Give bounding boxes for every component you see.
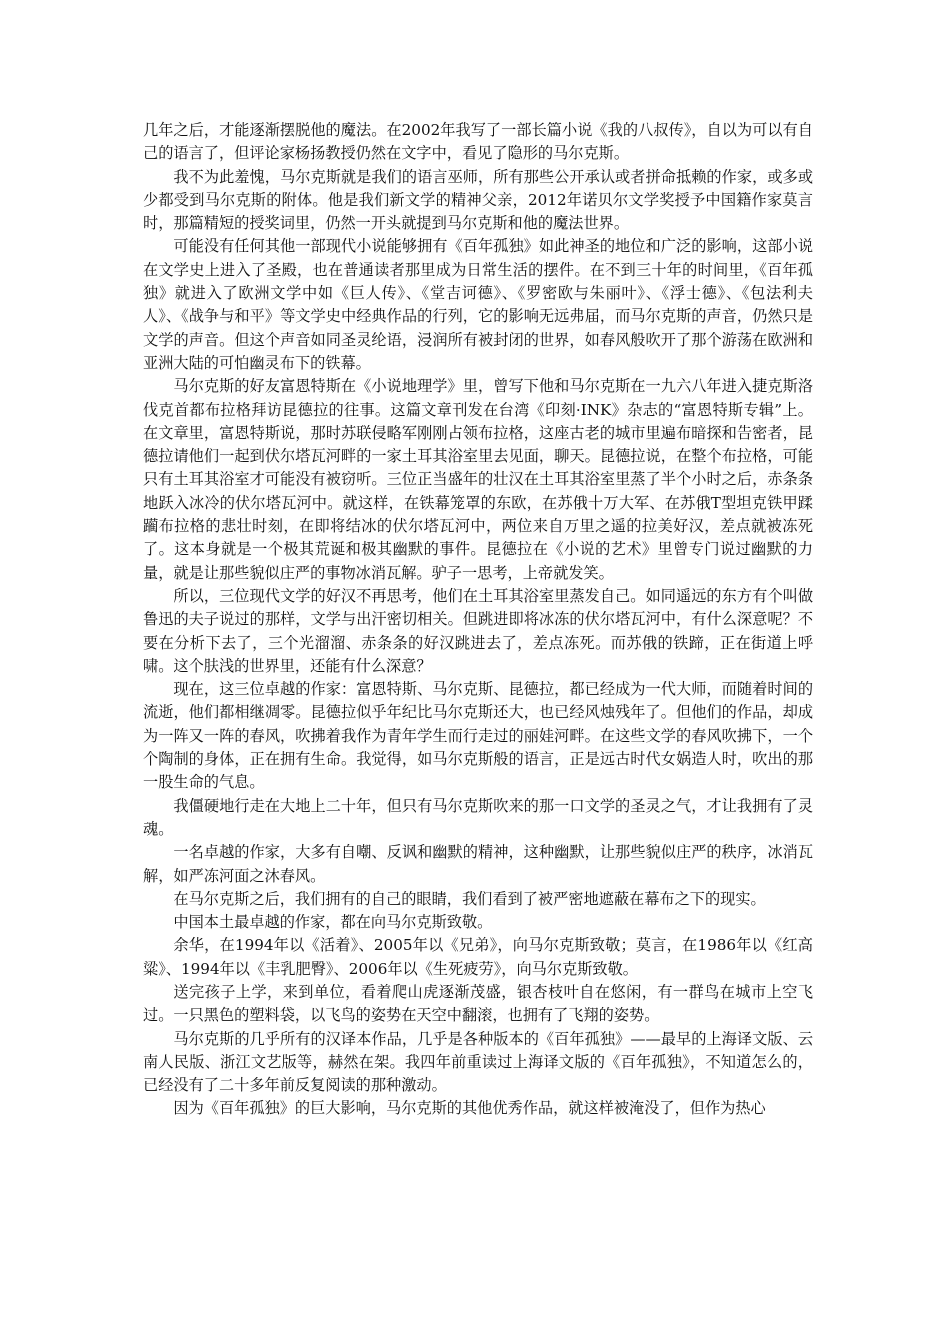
article-body [143,119,813,1121]
paragraph-13: 马尔克斯的几乎所有的汉译本作品，几乎是各种版本的《百年孤独》——最早的上海译文版、云南人民版、浙江文艺版等，赫然在架。我四年前重读过上海译文版的《百年孤独》，不知道怎么的，已经没有了二十多年前反复阅读的那种激动。 [143,1029,813,1095]
paragraph-3: 可能没有任何其他一部现代小说能够拥有《百年孤独》如此神圣的地位和广泛的影响，这部小说在文学史上进入了圣殿，也在普通读者那里成为日常生活的摆件。在不到三十年的时间里，《百年孤独》就进入了欧洲文学中如《巨人传》、《堂吉诃德》、《罗密欧与朱丽叶》、《浮士德》、《包法利夫人》、《战争与和平》等文学史中经典作品的行列，它的影响无远弗届，而马尔克斯的声音，仍然只是文学的声音。但这个声音如同圣灵纶语，浸润所有被封闭的世界，如春风般吹开了那个游荡在欧洲和亚洲大陆的可怕幽灵布下的铁幕。 [143,237,813,372]
paragraph-12: 送完孩子上学，来到单位，看着爬山虎逐渐茂盛，银杏枝叶自在悠闲，有一群鸟在城市上空飞过。一只黑色的塑料袋，以飞鸟的姿势在天空中翻滚，也拥有了飞翔的姿势。 [143,982,813,1025]
paragraph-8: 一名卓越的作家，大多有自嘲、反讽和幽默的精神，这种幽默，让那些貌似庄严的秩序，冰消瓦解，如严冻河面之沐春风。 [143,843,813,885]
paragraph-10: 中国本土最卓越的作家，都在向马尔克斯致敬。 [173,913,493,932]
paragraph-11: 余华，在1994年以《活着》、2005年以《兄弟》，向马尔克斯致敬；莫言，在1986年以《红高粱》、1994年以《丰乳肥臀》、2006年以《生死疲劳》，向马尔克斯致敬。 [143,936,813,978]
paragraph-5: 所以，三位现代文学的好汉不再思考，他们在土耳其浴室里蒸发自己。如同遥远的东方有个叫做鲁迅的夫子说过的那样，文学与出汗密切相关。但跳进即将冰冻的伏尔塔瓦河中，有什么深意呢？不要在分析下去了，三个光溜溜、赤条条的好汉跳进去了，差点冻死。而苏俄的铁蹄，正在街道上呼啸。这个肤浅的世界里，还能有什么深意？ [143,586,813,675]
paragraph-9: 在马尔克斯之后，我们拥有的自己的眼睛，我们看到了被严密地遮蔽在幕布之下的现实。 [173,889,766,908]
paragraph-4: 马尔克斯的好友富恩特斯在《小说地理学》里，曾写下他和马尔克斯在一九六八年进入捷克斯洛伐克首都布拉格拜访昆德拉的往事。这篇文章刊发在台湾《印刻·INK》杂志的“富恩特斯专辑”上。在文章里，富恩特斯说，那时苏联侵略军刚刚占领布拉格，这座古老的城市里遍布暗探和告密者，昆德拉请他们一起到伏尔塔瓦河畔的一家土耳其浴室里去见面，聊天。昆德拉说，在整个布拉格，可能只有土耳其浴室才可能没有被窃听。三位正当盛年的壮汉在土耳其浴室里蒸了半个小时之后，赤条条地跃入冰冷的伏尔塔瓦河中。就这样，在铁幕笼罩的东欧，在苏俄十万大军、在苏俄T型坦克铁甲蹂躏布拉格的悲壮时刻，在即将结冰的伏尔塔瓦河中，两位来自万里之遥的拉美好汉，差点就被冻死了。这本身就是一个极其荒诞和极其幽默的事件。昆德拉在《小说的艺术》里曾专门说过幽默的力量，就是让那些貌似庄严的事物冰消瓦解。驴子一思考，上帝就发笑。 [143,377,813,582]
paragraph-7: 我僵硬地行走在大地上二十年，但只有马尔克斯吹来的那一口文学的圣灵之气，才让我拥有了灵魂。 [143,796,813,838]
paragraph-1: 几年之后，才能逐渐摆脱他的魔法。在2002年我写了一部长篇小说《我的八叔传》，自以为可以有自己的语言了，但评论家杨扬教授仍然在文字中，看见了隐形的马尔克斯。 [143,121,813,163]
paragraph-6: 现在，这三位卓越的作家：富恩特斯、马尔克斯、昆德拉，都已经成为一代大师，而随着时间的流逝，他们都相继凋零。昆德拉似乎年纪比马尔克斯还大，也已经风烛残年了。但他们的作品，却成为一阵又一阵的春风，吹拂着我作为青年学生而行走过的丽娃河畔。在这些文学的春风吹拂下，一个个陶制的身体，正在拥有生命。我觉得，如马尔克斯般的语言，正是远古时代女娲造人时，吹出的那一股生命的气息。 [143,680,813,792]
paragraph-14: 因为《百年孤独》的巨大影响，马尔克斯的其他优秀作品，就这样被淹没了，但作为热心 [173,1099,766,1118]
paragraph-2: 我不为此羞愧，马尔克斯就是我们的语言巫师，所有那些公开承认或者拼命抵赖的作家，或多或少都受到马尔克斯的附体。他是我们新文学的精神父亲，2012年诺贝尔文学奖授予中国籍作家莫言时，那篇精短的授奖词里，仍然一开头就提到马尔克斯和他的魔法世界。 [143,167,813,233]
